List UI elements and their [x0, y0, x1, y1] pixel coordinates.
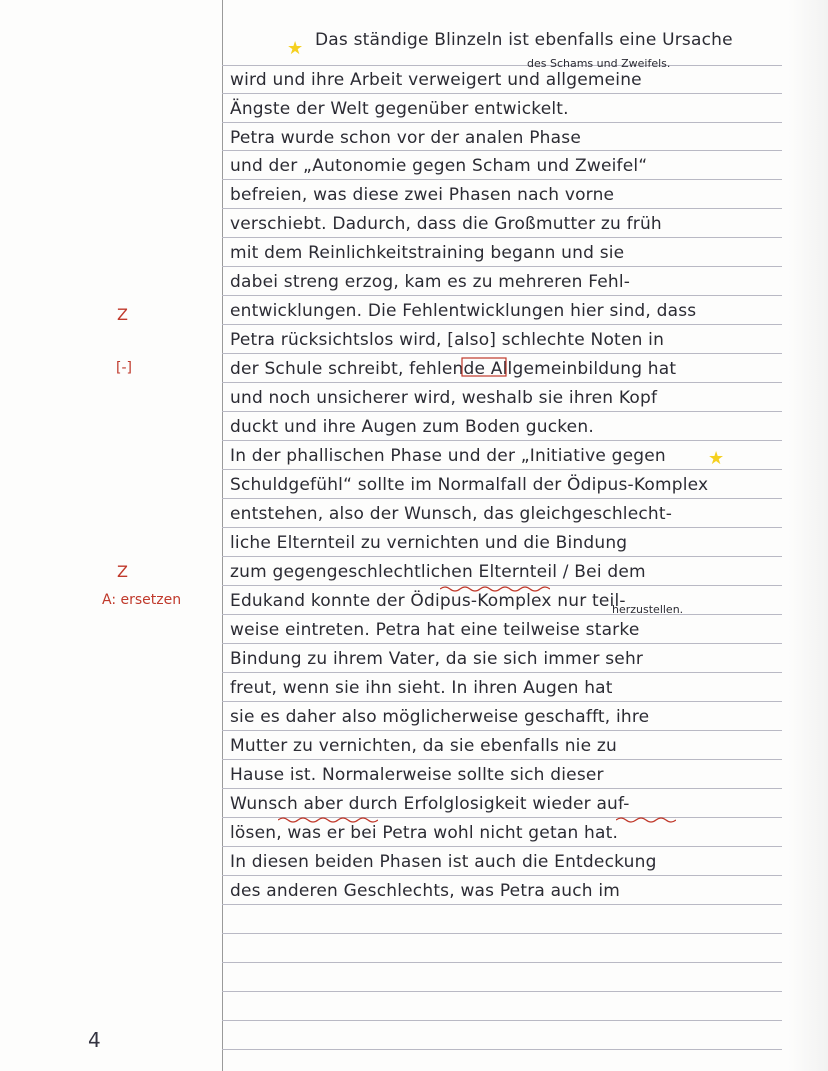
text-line: zum gegengeschlechtlichen Elternteil / Bei dem	[230, 562, 646, 582]
ruled-line	[222, 759, 782, 760]
ruled-line	[222, 324, 782, 325]
insertion-text: des Schams und Zweifels.	[527, 57, 671, 70]
yellow-star-icon: ★	[287, 38, 304, 59]
text-line: befreien, was diese zwei Phasen nach vorne	[230, 185, 615, 205]
ruled-line	[222, 295, 782, 296]
ruled-line	[222, 237, 782, 238]
ruled-line	[222, 991, 782, 992]
page-number: 4	[88, 1028, 101, 1052]
text-line: Bindung zu ihrem Vater, da sie sich immer sehr	[230, 649, 644, 669]
red-correction-box	[461, 357, 507, 377]
red-squiggle-underline	[616, 816, 676, 824]
ruled-line	[222, 701, 782, 702]
text-line: Petra rücksichtslos wird, [also] schlechte Noten in	[230, 330, 665, 350]
text-line: dabei streng erzog, kam es zu mehreren Fehl-	[230, 272, 631, 292]
text-line: In der phallischen Phase und der „Initiative gegen	[230, 446, 666, 466]
text-line: In diesen beiden Phasen ist auch die Entdeckung	[230, 852, 657, 872]
insertion-text: herzustellen.	[612, 603, 684, 616]
ruled-line	[222, 614, 782, 615]
red-squiggle-underline	[278, 816, 378, 824]
text-line: liche Elternteil zu vernichten und die Bindung	[230, 533, 628, 553]
text-line: weise eintreten. Petra hat eine teilweise starke	[230, 620, 640, 640]
ruled-line	[222, 730, 782, 731]
text-line: entstehen, also der Wunsch, das gleichgeschlecht-	[230, 504, 673, 524]
text-line: und noch unsicherer wird, weshalb sie ihren Kopf	[230, 388, 658, 408]
red-squiggle-underline	[440, 585, 550, 593]
ruled-line	[222, 208, 782, 209]
margin-note-z: Z	[117, 562, 128, 581]
text-line: Edukand konnte der Ödipus-Komplex nur teil-	[230, 591, 626, 611]
ruled-line	[222, 411, 782, 412]
text-line: sie es daher also möglicherweise geschafft, ihre	[230, 707, 650, 727]
margin-line	[222, 0, 223, 1071]
ruled-line	[222, 672, 782, 673]
text-line: Das ständige Blinzeln ist ebenfalls eine Ursache	[315, 30, 733, 50]
text-line: duckt und ihre Augen zum Boden gucken.	[230, 417, 594, 437]
yellow-star-icon: ★	[708, 448, 725, 469]
text-line: Wunsch aber durch Erfolglosigkeit wieder auf-	[230, 794, 630, 814]
text-line: mit dem Reinlichkeitstraining begann und sie	[230, 243, 625, 263]
ruled-line	[222, 788, 782, 789]
text-line: Mutter zu vernichten, da sie ebenfalls nie zu	[230, 736, 617, 756]
ruled-line	[222, 122, 782, 123]
text-line: freut, wenn sie ihn sieht. In ihren Augen hat	[230, 678, 613, 698]
ruled-line	[222, 643, 782, 644]
text-line: entwicklungen. Die Fehlentwicklungen hier sind, dass	[230, 301, 697, 321]
margin-note-z: Z	[117, 305, 128, 324]
ruled-line	[222, 904, 782, 905]
ruled-line	[222, 150, 782, 151]
ruled-line	[222, 846, 782, 847]
text-line: Hause ist. Normalerweise sollte sich dieser	[230, 765, 604, 785]
ruled-line	[222, 933, 782, 934]
text-line: wird und ihre Arbeit verweigert und allgemeine	[230, 70, 642, 90]
text-line: verschiebt. Dadurch, dass die Großmutter zu früh	[230, 214, 662, 234]
ruled-line	[222, 469, 782, 470]
ruled-line	[222, 65, 782, 66]
ruled-line	[222, 1049, 782, 1050]
ruled-line	[222, 875, 782, 876]
ruled-line	[222, 440, 782, 441]
margin-note-bracket: [-]	[116, 360, 132, 376]
text-line: der Schule schreibt, fehlende Allgemeinbildung hat	[230, 359, 677, 379]
text-line: Petra wurde schon vor der analen Phase	[230, 128, 581, 148]
text-line: Schuldgefühl“ sollte im Normalfall der Ödipus-Komplex	[230, 475, 709, 495]
text-line: und der „Autonomie gegen Scham und Zweifel“	[230, 156, 648, 176]
text-line: Ängste der Welt gegenüber entwickelt.	[230, 99, 569, 119]
ruled-line	[222, 266, 782, 267]
ruled-line	[222, 179, 782, 180]
ruled-line	[222, 556, 782, 557]
margin-note-ersetzen: A: ersetzen	[102, 592, 182, 608]
ruled-line	[222, 1020, 782, 1021]
ruled-line	[222, 498, 782, 499]
ruled-line	[222, 962, 782, 963]
ruled-line	[222, 527, 782, 528]
ruled-line	[222, 353, 782, 354]
page-edge-shadow	[788, 0, 828, 1071]
text-line: des anderen Geschlechts, was Petra auch im	[230, 881, 621, 901]
ruled-line	[222, 382, 782, 383]
ruled-line	[222, 93, 782, 94]
text-line: lösen, was er bei Petra wohl nicht getan hat.	[230, 823, 619, 843]
